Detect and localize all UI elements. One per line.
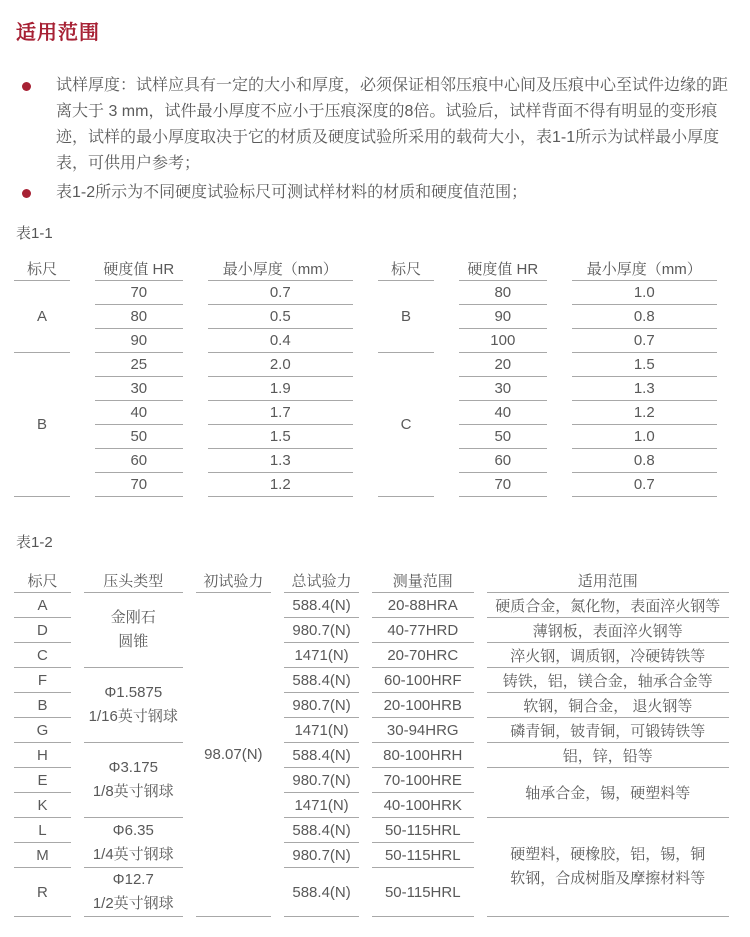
min-thickness-cell: 1.5	[208, 425, 353, 449]
indenter-line: 1/4英寸钢球	[92, 845, 174, 863]
range-cell: 20-70HRC	[372, 643, 474, 668]
range-cell: 40-77HRD	[372, 618, 474, 643]
table-row	[14, 281, 353, 305]
application-line: 软钢，合成树脂及摩擦材料等	[510, 870, 706, 887]
table-row	[14, 593, 729, 618]
table-row	[14, 818, 729, 843]
table-row	[14, 353, 353, 377]
scale-cell: E	[14, 768, 71, 793]
range-cell: 60-100HRF	[372, 668, 474, 693]
column-header: 标尺	[14, 568, 71, 593]
min-thickness-cell: 0.8	[572, 449, 717, 473]
hr-cell: 30	[95, 377, 182, 401]
column-header: 最小厚度（mm）	[208, 257, 353, 281]
application-cell: 薄钢板，表面淬火钢等	[487, 618, 729, 643]
indenter-line: Φ12.7	[112, 871, 154, 888]
total-force-cell: 1471(N)	[284, 643, 359, 668]
table2-label: 表1-2	[16, 534, 53, 551]
application-cell: 硬质合金，氮化物，表面淬火钢等	[487, 593, 729, 618]
total-force-cell: 980.7(N)	[284, 693, 359, 718]
hr-cell: 25	[95, 353, 182, 377]
total-force-cell: 980.7(N)	[284, 768, 359, 793]
application-cell: 铸铁，铝，镁合金，轴承合金等	[487, 668, 729, 693]
hr-cell: 70	[95, 281, 182, 305]
scale-cell: A	[14, 281, 70, 353]
bullet-text: 表1-2所示为不同硬度试验标尺可测试样材料的材质和硬度值范围；	[56, 184, 528, 201]
initial-force-cell: 98.07(N)	[196, 593, 272, 917]
scale-cell: D	[14, 618, 71, 643]
column-header: 压头类型	[84, 568, 183, 593]
scale-cell: R	[14, 868, 71, 917]
range-cell: 30-94HRG	[372, 718, 474, 743]
min-thickness-cell: 0.7	[572, 329, 717, 353]
page-title: 适用范围	[16, 22, 100, 44]
indenter-line: Φ3.175	[108, 759, 158, 776]
bullet-text: 试样厚度：试样应具有一定的大小和厚度，必须保证相邻压痕中心间及压痕中心至试件边缘的距离大于 3 mm，试件最小厚度不应小于压痕深度的8倍。试验后，试样背面不得有明显的变形痕迹，试样的最小厚度取决于它的材质及硬度试验所采用的载荷大小，表1-1所示为试样最小厚度表，可供用户参考；	[56, 77, 729, 172]
hr-cell: 50	[95, 425, 182, 449]
indenter-cell	[84, 818, 183, 868]
list-item	[14, 180, 742, 206]
range-cell: 70-100HRE	[372, 768, 474, 793]
column-header: 标尺	[378, 257, 434, 281]
application-cell: 淬火钢，调质钢，冷硬铸铁等	[487, 643, 729, 668]
table1-label: 表1-1	[16, 225, 53, 242]
indenter-line: 圆锥	[118, 633, 149, 650]
indenter-line: 1/8英寸钢球	[92, 783, 174, 800]
application-cell: 铝，锌，铅等	[487, 743, 729, 768]
min-thickness-cell: 0.7	[572, 473, 717, 497]
min-thickness-cell: 0.8	[572, 305, 717, 329]
column-header: 标尺	[14, 257, 70, 281]
total-force-cell: 980.7(N)	[284, 843, 359, 868]
table1-container	[14, 243, 742, 497]
table-row	[378, 281, 717, 305]
min-thickness-cell: 2.0	[208, 353, 353, 377]
table-1-1-left	[0, 257, 378, 497]
min-thickness-cell: 1.2	[208, 473, 353, 497]
min-thickness-cell: 1.7	[208, 401, 353, 425]
hr-cell: 90	[95, 329, 182, 353]
hr-cell: 40	[95, 401, 182, 425]
min-thickness-cell: 1.9	[208, 377, 353, 401]
bullet-icon	[22, 189, 31, 198]
range-cell: 20-100HRB	[372, 693, 474, 718]
table-row	[14, 743, 729, 768]
hr-cell: 60	[459, 449, 546, 473]
hr-cell: 60	[95, 449, 182, 473]
min-thickness-cell: 1.3	[572, 377, 717, 401]
scale-cell: B	[14, 693, 71, 718]
column-header: 总试验力	[284, 568, 359, 593]
min-thickness-cell: 0.5	[208, 305, 353, 329]
indenter-line: 金刚石	[110, 609, 156, 626]
hr-cell: 80	[95, 305, 182, 329]
range-cell: 50-115HRL	[372, 818, 474, 843]
scale-cell: G	[14, 718, 71, 743]
indenter-cell	[84, 868, 183, 917]
min-thickness-cell: 1.2	[572, 401, 717, 425]
scale-cell: M	[14, 843, 71, 868]
range-cell: 20-88HRA	[372, 593, 474, 618]
min-thickness-cell: 1.5	[572, 353, 717, 377]
total-force-cell: 980.7(N)	[284, 618, 359, 643]
scale-cell: B	[378, 281, 434, 353]
scale-cell: L	[14, 818, 71, 843]
hr-cell: 100	[459, 329, 546, 353]
min-thickness-cell: 0.4	[208, 329, 353, 353]
hr-cell: 70	[95, 473, 182, 497]
hr-cell: 20	[459, 353, 546, 377]
min-thickness-cell: 1.0	[572, 281, 717, 305]
application-cell	[487, 818, 729, 917]
range-cell: 50-115HRL	[372, 843, 474, 868]
list-item	[14, 73, 742, 177]
table-1-1-right	[353, 257, 742, 497]
application-line: 硬塑料，硬橡胶，铝，锡，铜	[510, 846, 706, 863]
scale-cell: C	[14, 643, 71, 668]
min-thickness-cell: 1.3	[208, 449, 353, 473]
total-force-cell: 588.4(N)	[284, 593, 359, 618]
min-thickness-cell: 0.7	[208, 281, 353, 305]
scale-cell: H	[14, 743, 71, 768]
indenter-line: 1/16英寸钢球	[88, 708, 178, 725]
scale-cell: C	[378, 353, 434, 497]
range-cell: 80-100HRH	[372, 743, 474, 768]
indenter-cell	[84, 593, 183, 668]
column-header: 硬度值 HR	[459, 257, 546, 281]
indenter-cell	[84, 668, 183, 743]
column-header: 适用范围	[487, 568, 729, 593]
total-force-cell: 588.4(N)	[284, 868, 359, 917]
min-thickness-cell: 1.0	[572, 425, 717, 449]
bullet-icon	[22, 82, 31, 91]
column-header: 测量范围	[372, 568, 474, 593]
indenter-line: Φ1.5875	[104, 684, 163, 701]
table-row	[14, 668, 729, 693]
scale-cell: A	[14, 593, 71, 618]
table-1-2	[1, 568, 742, 917]
column-header: 硬度值 HR	[95, 257, 182, 281]
range-cell: 50-115HRL	[372, 868, 474, 917]
range-cell: 40-100HRK	[372, 793, 474, 818]
indenter-line: Φ6.35	[112, 821, 154, 839]
hr-cell: 70	[459, 473, 546, 497]
table-row	[378, 353, 717, 377]
total-force-cell: 588.4(N)	[284, 743, 359, 768]
hr-cell: 50	[459, 425, 546, 449]
bullet-list	[14, 73, 742, 206]
total-force-cell: 1471(N)	[284, 793, 359, 818]
indenter-cell	[84, 743, 183, 818]
total-force-cell: 588.4(N)	[284, 668, 359, 693]
scale-cell: B	[14, 353, 70, 497]
column-header: 最小厚度（mm）	[572, 257, 717, 281]
hr-cell: 80	[459, 281, 546, 305]
application-cell: 轴承合金，锡，硬塑料等	[487, 768, 729, 818]
column-header: 初试验力	[196, 568, 272, 593]
application-cell: 磷青铜，铍青铜，可锻铸铁等	[487, 718, 729, 743]
total-force-cell: 588.4(N)	[284, 818, 359, 843]
hr-cell: 90	[459, 305, 546, 329]
scale-cell: K	[14, 793, 71, 818]
hr-cell: 40	[459, 401, 546, 425]
scale-cell: F	[14, 668, 71, 693]
indenter-line: 1/2英寸钢球	[92, 895, 174, 912]
total-force-cell: 1471(N)	[284, 718, 359, 743]
hr-cell: 30	[459, 377, 546, 401]
application-cell: 软钢，铜合金， 退火钢等	[487, 693, 729, 718]
